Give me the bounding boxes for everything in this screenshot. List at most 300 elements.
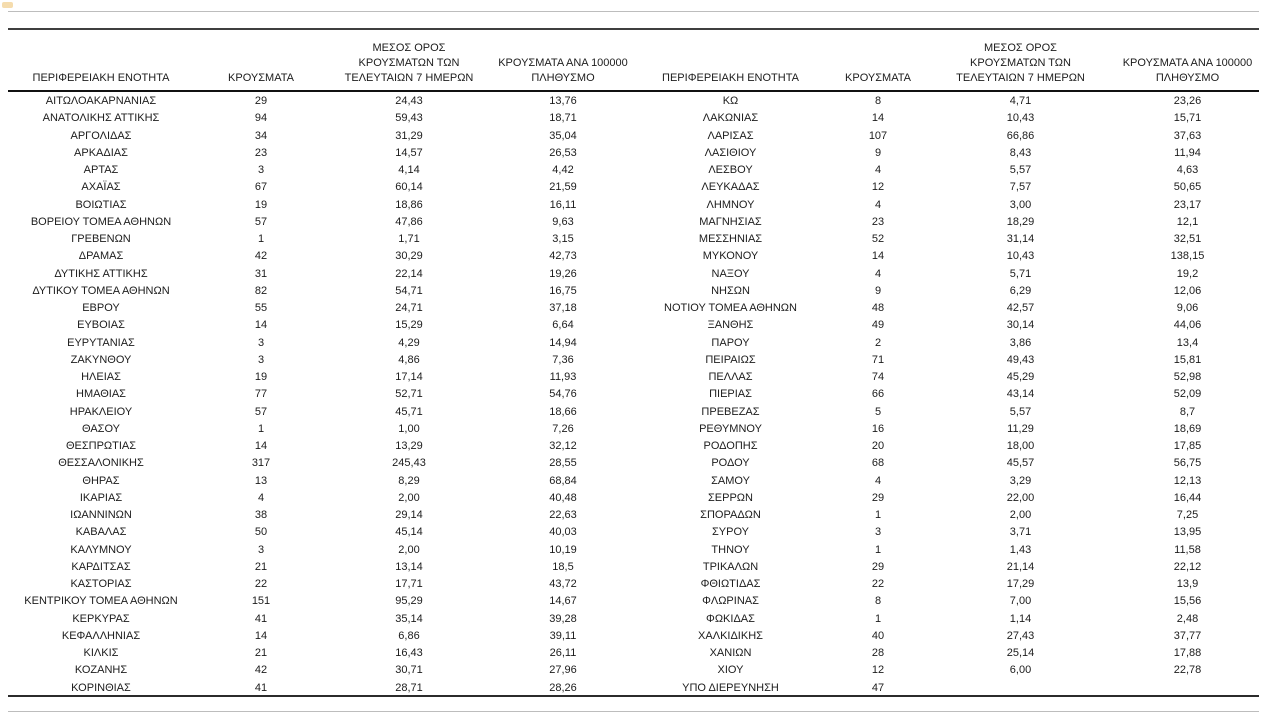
- cell-region: ΘΑΣΟΥ: [81, 422, 121, 435]
- table-row: [633, 214, 1262, 231]
- cell-per100k: 32,51: [1173, 233, 1202, 246]
- cell-region: ΚΟΖΑΝΗΣ: [74, 664, 128, 677]
- cell-avg7: 5,57: [1009, 405, 1032, 418]
- regional-cases-tables: [5, 33, 1262, 697]
- cell-cases: 49: [871, 319, 885, 332]
- table-row: [5, 162, 633, 179]
- cell-per100k: 42,73: [549, 250, 577, 263]
- cell-per100k: 28,55: [549, 457, 577, 470]
- table-row: [5, 593, 633, 610]
- cell-per100k: 22,63: [549, 509, 577, 522]
- cell-cases: 74: [871, 371, 885, 384]
- table-row: [5, 145, 633, 162]
- cell-avg7: 6,00: [1009, 664, 1032, 677]
- cell-cases: 50: [254, 526, 268, 539]
- cell-avg7: 31,14: [1006, 233, 1035, 246]
- cell-cases: 23: [254, 146, 268, 159]
- cell-region: ΣΥΡΟΥ: [711, 526, 749, 539]
- cell-cases: 29: [871, 491, 885, 504]
- cell-cases: 14: [871, 250, 885, 263]
- cell-avg7: 54,71: [395, 284, 423, 297]
- cell-per100k: 52,09: [1173, 388, 1202, 401]
- cell-region: ΚΕΡΚΥΡΑΣ: [72, 612, 130, 625]
- cell-cases: 82: [254, 284, 268, 297]
- cell-cases: 34: [254, 129, 268, 142]
- regional-cases-table-right: [633, 33, 1262, 697]
- cell-cases: 38: [254, 509, 268, 522]
- cell-per100k: 15,71: [1173, 112, 1202, 125]
- table-row: [633, 542, 1262, 559]
- table-row: [5, 507, 633, 524]
- top-dark-rule: [8, 28, 1259, 30]
- table-row: [633, 404, 1262, 421]
- table-row: [5, 455, 633, 472]
- cell-per100k: 43,72: [549, 578, 577, 591]
- cell-cases: 20: [871, 440, 885, 453]
- cell-region: ΕΥΒΟΙΑΣ: [77, 319, 125, 332]
- cell-avg7: 30,14: [1006, 319, 1035, 332]
- cell-region: ΛΕΥΚΑΔΑΣ: [701, 181, 760, 194]
- cell-cases: 67: [254, 181, 268, 194]
- cell-region: ΘΕΣΠΡΩΤΙΑΣ: [65, 440, 137, 453]
- table-row: [633, 490, 1262, 507]
- table-row: [5, 576, 633, 593]
- cell-region: ΤΡΙΚΑΛΩΝ: [702, 560, 759, 573]
- cell-region: ΙΩΑΝΝΙΝΩΝ: [70, 509, 132, 522]
- cell-avg7: 45,29: [1006, 371, 1035, 384]
- cell-per100k: 22,12: [1173, 560, 1202, 573]
- cell-avg7: 8,29: [398, 474, 420, 487]
- cell-cases: 4: [874, 474, 882, 487]
- cell-region: ΣΑΜΟΥ: [711, 474, 750, 487]
- cell-avg7: 21,14: [1006, 560, 1035, 573]
- cell-avg7: 25,14: [1006, 647, 1035, 660]
- column-header-avg7: ΜΕΣΟΣ ΟΡΟΣ ΚΡΟΥΣΜΑΤΩΝ ΤΩΝ ΤΕΛΕΥΤΑΙΩΝ 7 ΗΜΕΡΩΝ: [956, 42, 1085, 84]
- cell-cases: 1: [257, 422, 265, 435]
- cell-region: ΚΑΣΤΟΡΙΑΣ: [70, 578, 132, 591]
- table-row: [5, 611, 633, 628]
- cell-per100k: 3,15: [552, 233, 574, 246]
- cell-avg7: 43,14: [1006, 388, 1035, 401]
- column-header-region: [633, 71, 828, 86]
- cell-avg7: 15,29: [395, 319, 423, 332]
- cell-region: ΡΟΔΟΠΗΣ: [703, 440, 758, 453]
- cell-avg7: 45,71: [395, 405, 423, 418]
- table-row: [5, 128, 633, 145]
- table-row: [633, 266, 1262, 283]
- cell-region: ΚΑΡΔΙΤΣΑΣ: [71, 560, 131, 573]
- cell-cases: 42: [254, 664, 268, 677]
- cell-cases: 71: [871, 353, 885, 366]
- table-row: [633, 576, 1262, 593]
- cell-avg7: 6,86: [398, 629, 420, 642]
- cell-per100k: 56,75: [1173, 457, 1202, 470]
- cell-avg7: 3,29: [1009, 474, 1032, 487]
- cell-per100k: 18,71: [549, 112, 577, 125]
- cell-avg7: 22,14: [395, 267, 423, 280]
- cell-cases: 21: [254, 560, 268, 573]
- cell-region: ΠΕΛΛΑΣ: [708, 371, 753, 384]
- cell-region: ΓΡΕΒΕΝΩΝ: [71, 233, 131, 246]
- cell-avg7: 24,71: [395, 302, 423, 315]
- cell-avg7: 2,00: [1009, 509, 1032, 522]
- cell-cases: 14: [254, 319, 268, 332]
- cell-cases: 40: [871, 629, 885, 642]
- table-row: [633, 438, 1262, 455]
- cell-per100k: 21,59: [549, 181, 577, 194]
- cell-region: ΘΗΡΑΣ: [82, 474, 120, 487]
- cell-per100k: 7,26: [552, 422, 574, 435]
- cell-per100k: 138,15: [1170, 250, 1205, 263]
- cell-region: ΚΑΛΥΜΝΟΥ: [70, 543, 132, 556]
- cell-per100k: 18,5: [552, 560, 574, 573]
- cell-per100k: 28,26: [549, 681, 577, 694]
- cell-avg7: 28,71: [395, 681, 423, 694]
- cell-region: ΡΟΔΟΥ: [711, 457, 750, 470]
- column-header-cases: [197, 71, 325, 86]
- cell-region: ΚΕΦΑΛΛΗΝΙΑΣ: [61, 629, 141, 642]
- cell-region: ΑΙΤΩΛΟΑΚΑΡΝΑΝΙΑΣ: [45, 95, 157, 108]
- cell-avg7: 4,14: [398, 164, 420, 177]
- cell-per100k: 16,75: [549, 284, 577, 297]
- cell-region: ΜΑΓΝΗΣΙΑΣ: [699, 215, 762, 228]
- cell-region: ΛΗΜΝΟΥ: [706, 198, 755, 211]
- cell-cases: 317: [251, 457, 271, 470]
- table-row: [5, 473, 633, 490]
- cell-per100k: 19,26: [549, 267, 577, 280]
- cell-cases: 55: [254, 302, 268, 315]
- cell-cases: 3: [257, 543, 265, 556]
- cell-per100k: 37,63: [1173, 129, 1202, 142]
- cell-per100k: 13,76: [549, 95, 577, 108]
- cell-avg7: 3,86: [1009, 336, 1032, 349]
- cell-per100k: 23,17: [1173, 198, 1202, 211]
- cell-region: ΕΒΡΟΥ: [82, 302, 120, 315]
- cell-avg7: 45,57: [1006, 457, 1035, 470]
- cell-cases: 107: [868, 129, 888, 142]
- table-row: [5, 490, 633, 507]
- cell-avg7: 59,43: [395, 112, 423, 125]
- cell-per100k: 12,13: [1173, 474, 1202, 487]
- cell-region: ΗΜΑΘΙΑΣ: [76, 388, 126, 401]
- cell-avg7: 16,43: [395, 647, 423, 660]
- table-row: [5, 283, 633, 300]
- cell-region: ΣΠΟΡΑΔΩΝ: [700, 509, 761, 522]
- cell-cases: 8: [874, 95, 882, 108]
- table-row: [5, 542, 633, 559]
- table-row: [633, 611, 1262, 628]
- cell-avg7: 2,00: [398, 543, 420, 556]
- cell-avg7: 17,14: [395, 371, 423, 384]
- table-row: [5, 110, 633, 127]
- cell-region: ΜΥΚΟΝΟΥ: [702, 250, 759, 263]
- cell-cases: 1: [874, 612, 882, 625]
- cell-region: ΑΡΚΑΔΙΑΣ: [74, 146, 128, 159]
- cell-per100k: 17,85: [1173, 440, 1202, 453]
- cell-per100k: 6,64: [552, 319, 574, 332]
- cell-per100k: 68,84: [549, 474, 577, 487]
- cell-per100k: 26,53: [549, 146, 577, 159]
- column-header-region-label: ΠΕΡΙΦΕΡΕΙΑΚΗ ΕΝΟΤΗΤΑ: [32, 72, 170, 84]
- cell-avg7: 29,14: [395, 509, 423, 522]
- cell-cases: 57: [254, 215, 268, 228]
- table-row: [5, 421, 633, 438]
- cell-cases: 3: [257, 353, 265, 366]
- cell-cases: 14: [254, 440, 268, 453]
- cell-per100k: 11,93: [549, 371, 577, 384]
- cell-cases: 1: [874, 543, 882, 556]
- column-header-cases-label: ΚΡΟΥΣΜΑΤΑ: [845, 72, 911, 84]
- cell-region: ΗΛΕΙΑΣ: [81, 371, 121, 384]
- cell-region: ΝΑΞΟΥ: [711, 267, 750, 280]
- cell-per100k: 14,67: [549, 595, 577, 608]
- cell-avg7: 2,00: [398, 491, 420, 504]
- bottom-light-rule: [8, 711, 1259, 712]
- column-header-cases-label: ΚΡΟΥΣΜΑΤΑ: [228, 72, 294, 84]
- table-row: [633, 335, 1262, 352]
- column-header-per100k: ΚΡΟΥΣΜΑΤΑ ΑΝΑ 100000 ΠΛΗΘΥΣΜΟ: [1122, 57, 1253, 84]
- cell-avg7: 49,43: [1006, 353, 1035, 366]
- table-row: [633, 369, 1262, 386]
- cell-per100k: 12,06: [1173, 284, 1202, 297]
- table-row: [5, 386, 633, 403]
- table-row: [5, 628, 633, 645]
- cell-cases: 14: [871, 112, 885, 125]
- table-row: [633, 197, 1262, 214]
- cell-avg7: 10,43: [1006, 250, 1035, 263]
- table-row: [633, 162, 1262, 179]
- cell-region: ΠΙΕΡΙΑΣ: [709, 388, 752, 401]
- table-row: [5, 214, 633, 231]
- cell-region: ΑΡΓΟΛΙΔΑΣ: [70, 129, 132, 142]
- cell-region: ΔΥΤΙΚΟΥ ΤΟΜΕΑ ΑΘΗΝΩΝ: [32, 284, 170, 297]
- table-row: [633, 145, 1262, 162]
- table-body: [633, 93, 1262, 697]
- cell-per100k: 37,77: [1173, 629, 1202, 642]
- cell-region: ΚΩ: [722, 95, 739, 108]
- cell-cases: 21: [254, 647, 268, 660]
- table-row: [5, 335, 633, 352]
- cell-cases: 3: [874, 526, 882, 539]
- cell-avg7: 95,29: [395, 595, 423, 608]
- cell-region: ΝΗΣΩΝ: [711, 284, 750, 297]
- cell-cases: 5: [874, 405, 882, 418]
- cell-cases: 41: [254, 681, 268, 694]
- cell-avg7: 66,86: [1006, 129, 1035, 142]
- cell-region: ΚΟΡΙΝΘΙΑΣ: [71, 681, 131, 694]
- table-row: [5, 266, 633, 283]
- cell-avg7: 18,29: [1006, 215, 1035, 228]
- cell-per100k: 39,11: [549, 629, 577, 642]
- cell-region: ΑΧΑΪΑΣ: [81, 181, 121, 194]
- cell-per100k: 40,03: [549, 526, 577, 539]
- cell-per100k: 39,28: [549, 612, 577, 625]
- cell-cases: 8: [874, 595, 882, 608]
- cell-avg7: 42,57: [1006, 302, 1035, 315]
- table-row: [5, 248, 633, 265]
- cell-cases: 14: [254, 629, 268, 642]
- table-row: [5, 179, 633, 196]
- cell-region: ΑΡΤΑΣ: [83, 164, 119, 177]
- cell-region: ΚΙΛΚΙΣ: [83, 647, 119, 660]
- table-row: [633, 559, 1262, 576]
- cell-avg7: 6,29: [1009, 284, 1032, 297]
- cell-avg7: 7,57: [1009, 181, 1032, 194]
- cell-region: ΖΑΚΥΝΘΟΥ: [70, 353, 132, 366]
- cell-cases: 22: [871, 578, 885, 591]
- cell-region: ΔΥΤΙΚΗΣ ΑΤΤΙΚΗΣ: [54, 267, 148, 280]
- cell-avg7: 31,29: [395, 129, 423, 142]
- cell-cases: 42: [254, 250, 268, 263]
- cell-region: ΧΙΟΥ: [717, 664, 744, 677]
- table-row: [5, 93, 633, 110]
- cell-avg7: 17,29: [1006, 578, 1035, 591]
- cell-region: ΧΑΛΚΙΔΙΚΗΣ: [698, 629, 763, 642]
- cell-per100k: 4,63: [1176, 164, 1199, 177]
- cell-per100k: 37,18: [549, 302, 577, 315]
- regional-cases-table-left: [5, 33, 633, 697]
- cell-per100k: 52,98: [1173, 371, 1202, 384]
- cell-cases: 57: [254, 405, 268, 418]
- cell-cases: 1: [257, 233, 265, 246]
- cell-per100k: 17,88: [1173, 647, 1202, 660]
- cell-per100k: 13,9: [1176, 578, 1199, 591]
- cell-cases: 19: [254, 371, 268, 384]
- cell-cases: 9: [874, 146, 882, 159]
- cell-avg7: 7,00: [1009, 595, 1032, 608]
- table-header: [633, 33, 1262, 90]
- cell-region: ΛΑΣΙΘΙΟΥ: [704, 146, 757, 159]
- cell-cases: 94: [254, 112, 268, 125]
- cell-avg7: 18,86: [395, 198, 423, 211]
- cell-avg7: 60,14: [395, 181, 423, 194]
- cell-cases: 47: [871, 681, 885, 694]
- cell-cases: 16: [871, 422, 885, 435]
- cell-avg7: 1,43: [1009, 543, 1032, 556]
- cell-per100k: 15,81: [1173, 353, 1202, 366]
- table-row: [5, 438, 633, 455]
- cell-avg7: 18,00: [1006, 440, 1035, 453]
- cell-region: ΝΟΤΙΟΥ ΤΟΜΕΑ ΑΘΗΝΩΝ: [664, 302, 797, 315]
- table-row: [633, 680, 1262, 697]
- cell-avg7: 1,14: [1009, 612, 1032, 625]
- cell-region: ΕΥΡΥΤΑΝΙΑΣ: [67, 336, 135, 349]
- cell-region: ΛΕΣΒΟΥ: [708, 164, 753, 177]
- cell-avg7: 45,14: [395, 526, 423, 539]
- table-row: [633, 507, 1262, 524]
- cell-cases: 66: [871, 388, 885, 401]
- cell-avg7: 27,43: [1006, 629, 1035, 642]
- cell-region: ΠΡΕΒΕΖΑΣ: [701, 405, 760, 418]
- table-row: [633, 283, 1262, 300]
- column-header-avg7: ΜΕΣΟΣ ΟΡΟΣ ΚΡΟΥΣΜΑΤΩΝ ΤΩΝ ΤΕΛΕΥΤΑΙΩΝ 7 ΗΜΕΡΩΝ: [344, 42, 474, 84]
- table-row: [5, 662, 633, 679]
- cell-cases: 41: [254, 612, 268, 625]
- cell-region: ΘΕΣΣΑΛΟΝΙΚΗΣ: [58, 457, 144, 470]
- cell-per100k: 11,94: [1174, 146, 1201, 159]
- cell-region: ΠΑΡΟΥ: [711, 336, 750, 349]
- column-header-cases: [828, 71, 928, 86]
- cell-per100k: 8,7: [1179, 405, 1196, 418]
- cell-per100k: 40,48: [549, 491, 577, 504]
- cell-region: ΞΑΝΘΗΣ: [707, 319, 754, 332]
- cell-per100k: 50,65: [1173, 181, 1202, 194]
- cell-region: ΗΡΑΚΛΕΙΟΥ: [69, 405, 133, 418]
- cell-cases: 29: [871, 560, 885, 573]
- cell-region: ΚΕΝΤΡΙΚΟΥ ΤΟΜΕΑ ΑΘΗΝΩΝ: [24, 595, 178, 608]
- table-row: [5, 645, 633, 662]
- table-row: [5, 197, 633, 214]
- cell-per100k: 12,1: [1176, 215, 1199, 228]
- cell-per100k: 23,26: [1173, 95, 1202, 108]
- table-row: [633, 455, 1262, 472]
- cell-per100k: 44,06: [1173, 319, 1202, 332]
- cell-avg7: 8,43: [1009, 146, 1032, 159]
- cell-avg7: 5,57: [1009, 164, 1032, 177]
- cell-avg7: 3,00: [1009, 198, 1032, 211]
- cell-cases: 77: [254, 388, 268, 401]
- cell-region: ΑΝΑΤΟΛΙΚΗΣ ΑΤΤΙΚΗΣ: [42, 112, 160, 125]
- table-row: [5, 369, 633, 386]
- cell-avg7: 3,71: [1009, 526, 1032, 539]
- cell-region: ΦΩΚΙΔΑΣ: [706, 612, 755, 625]
- table-header: [5, 33, 633, 90]
- table-row: [633, 231, 1262, 248]
- cell-cases: 19: [254, 198, 268, 211]
- cell-cases: 13: [254, 474, 268, 487]
- cell-cases: 9: [874, 284, 882, 297]
- cell-per100k: 7,25: [1176, 509, 1199, 522]
- cell-avg7: 1,71: [398, 233, 420, 246]
- table-row: [5, 300, 633, 317]
- cell-region: ΛΑΚΩΝΙΑΣ: [702, 112, 759, 125]
- cell-per100k: 4,42: [552, 164, 574, 177]
- cell-region: ΡΕΘΥΜΝΟΥ: [699, 422, 762, 435]
- cell-avg7: 4,86: [398, 353, 420, 366]
- column-header-region-label: ΠΕΡΙΦΕΡΕΙΑΚΗ ΕΝΟΤΗΤΑ: [662, 72, 799, 84]
- table-row: [633, 421, 1262, 438]
- cell-per100k: 16,11: [549, 198, 577, 211]
- column-header-region: [5, 71, 197, 86]
- cell-per100k: 10,19: [549, 543, 577, 556]
- table-row: [5, 231, 633, 248]
- cell-per100k: 27,96: [549, 664, 577, 677]
- cell-per100k: 7,36: [552, 353, 574, 366]
- cell-cases: 4: [257, 491, 265, 504]
- cell-region: ΙΚΑΡΙΑΣ: [79, 491, 123, 504]
- cell-avg7: 13,29: [395, 440, 423, 453]
- cell-avg7: 13,14: [395, 560, 423, 573]
- cell-avg7: 4,29: [398, 336, 420, 349]
- cell-cases: 28: [871, 647, 885, 660]
- cell-cases: 22: [254, 578, 268, 591]
- cell-per100k: 22,78: [1173, 664, 1202, 677]
- cell-region: ΤΗΝΟΥ: [711, 543, 750, 556]
- cell-cases: 2: [874, 336, 882, 349]
- cell-cases: 48: [871, 302, 885, 315]
- table-row: [633, 352, 1262, 369]
- cell-cases: 4: [874, 164, 882, 177]
- cell-region: ΦΛΩΡΙΝΑΣ: [702, 595, 759, 608]
- cell-per100k: 9,63: [552, 215, 574, 228]
- cell-per100k: 9,06: [1176, 302, 1199, 315]
- cell-per100k: 54,76: [549, 388, 577, 401]
- cell-region: ΥΠΟ ΔΙΕΡΕΥΝΗΣΗ: [682, 681, 779, 694]
- cell-cases: 29: [254, 95, 268, 108]
- cell-per100k: 26,11: [549, 647, 577, 660]
- cell-region: ΦΘΙΩΤΙΔΑΣ: [700, 578, 761, 591]
- cell-avg7: 30,71: [395, 664, 423, 677]
